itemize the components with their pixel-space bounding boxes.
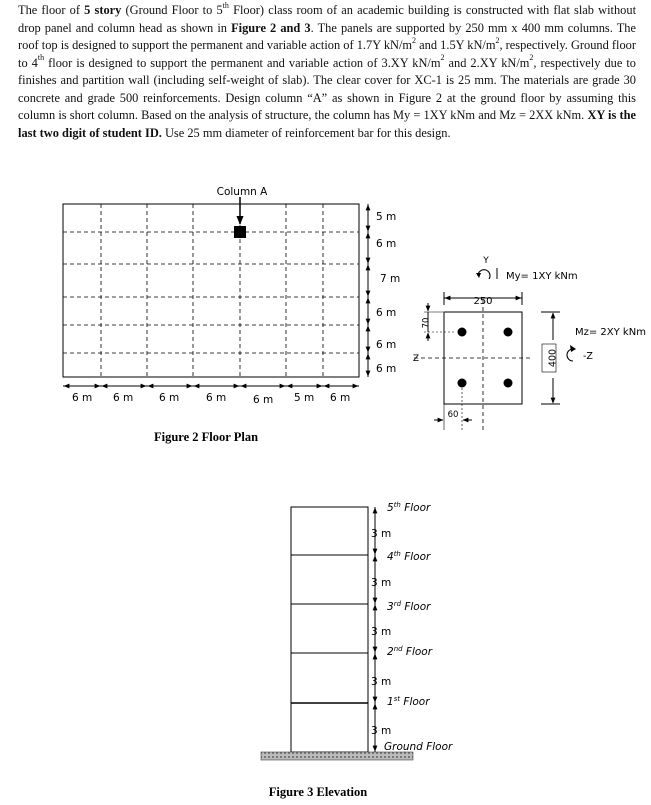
text-run: Use 25 mm diameter of reinforcement bar for this design. — [161, 125, 451, 140]
mz-label: Mz= 2XY kNm — [575, 327, 646, 338]
floor-lines — [291, 555, 368, 703]
text-run: Floor) class room of an academic building is constructed with flat slab without drop panel and column head as shown in — [18, 3, 637, 35]
col-span-label: 6 m — [206, 392, 227, 404]
edge-70-label: 70 — [421, 317, 432, 329]
plan-outline — [63, 204, 359, 377]
mz-moment-arrowhead — [570, 345, 576, 352]
z-axis-label: Z — [412, 354, 419, 364]
col-span-label: 6 m — [330, 392, 351, 404]
depth-label: 400 — [547, 348, 559, 368]
floor-label-3: 3rd Floor — [387, 600, 431, 613]
superscript: 2 — [440, 53, 445, 63]
z-label-right: -Z — [583, 351, 593, 362]
text-bold: 5 story — [84, 3, 122, 17]
row-span-label: 6 m — [376, 238, 397, 250]
text-run: (Ground Floor to 5 — [121, 3, 223, 17]
story-height-label: 3 m — [371, 528, 392, 540]
superscript: 2 — [529, 53, 534, 63]
my-moment-arrowhead — [476, 273, 481, 278]
rebar — [458, 328, 467, 337]
elevation — [261, 501, 453, 799]
story-height-label: 3 m — [371, 725, 392, 737]
rebar — [504, 379, 513, 388]
superscript: 2 — [495, 35, 500, 45]
my-label: My= 1XY kNm — [506, 271, 578, 282]
col-span-label: 5 m — [294, 392, 315, 404]
row-span-labels — [376, 211, 400, 375]
text-bold-id-note: XY is the last two digit of student ID. — [18, 108, 636, 140]
column-section — [413, 256, 646, 432]
rebar-group — [458, 328, 513, 388]
col-span-labels — [72, 392, 350, 406]
story-height-label: 3 m — [371, 676, 392, 688]
col-span-label: 6 m — [113, 392, 134, 404]
figure-3-caption: Figure 3 Elevation — [268, 785, 368, 799]
edge-60-label: 60 — [447, 410, 459, 420]
floor-label-ground: Ground Floor — [384, 741, 453, 753]
superscript: 2 — [412, 35, 417, 45]
row-span-label: 6 m — [376, 363, 397, 375]
floor-label-2: 2nd Floor — [387, 645, 433, 658]
row-span-label: 6 m — [376, 307, 397, 319]
floor-label-4: 4th Floor — [387, 550, 431, 563]
width-label: 250 — [473, 296, 493, 307]
rebar — [504, 328, 513, 337]
text-run: and 2.XY kN/m — [444, 55, 530, 70]
row-span-label: 7 m — [380, 273, 401, 285]
row-span-label: 6 m — [376, 339, 397, 351]
col-span-label: 6 m — [253, 394, 274, 406]
text-run: and 1.5Y kN/m — [416, 38, 496, 52]
text-run: , respectively. Ground floor to 4 — [18, 38, 636, 70]
column-a-marker — [234, 226, 246, 238]
figure-2-caption: Figure 2 Floor Plan — [153, 430, 259, 444]
text-run: The floor of — [18, 3, 85, 17]
text-run: floor is designed to support the permanent and variable action of 3.XY kN/m — [44, 55, 441, 70]
col-span-label: 6 m — [159, 392, 180, 404]
grid-lines-horizontal — [63, 232, 359, 353]
grid-lines-vertical — [101, 204, 323, 377]
story-height-label: 3 m — [371, 577, 392, 589]
y-axis-label: Y — [483, 256, 489, 266]
text-run: , respectively due to finishes and partition wall (including self-weight of slab). The clear cover for XC-1 is 25 mm. The materials are grade 30 concrete and grade 500 reinforcements. Design column “A” as shown in Figure 2 at the ground floor by assuming this column is short column. Based on the analysis of structure, the column has My = 1XY kNm and Mz = 2XX kNm. — [18, 55, 636, 122]
floor-plan — [63, 186, 400, 444]
text-run: . The panels are supported by 250 mm x 400 mm columns. The roof top is designed to support the permanent and variable action of 1.7Y kN/m — [18, 20, 636, 52]
floor-label-5: 5th Floor — [387, 501, 431, 514]
superscript: th — [37, 53, 45, 63]
superscript: th — [222, 0, 229, 10]
story-height-label: 3 m — [371, 626, 392, 638]
ground-hatch — [261, 752, 413, 760]
row-span-label: 5 m — [376, 211, 397, 223]
column-a-label: Column A — [216, 186, 268, 198]
building-outline — [291, 507, 368, 752]
rebar — [458, 379, 467, 388]
floor-label-1: 1st Floor — [387, 695, 430, 708]
col-span-label: 6 m — [72, 392, 93, 404]
floor-labels — [384, 501, 453, 753]
text-bold: Figure 2 and 3 — [231, 20, 311, 35]
